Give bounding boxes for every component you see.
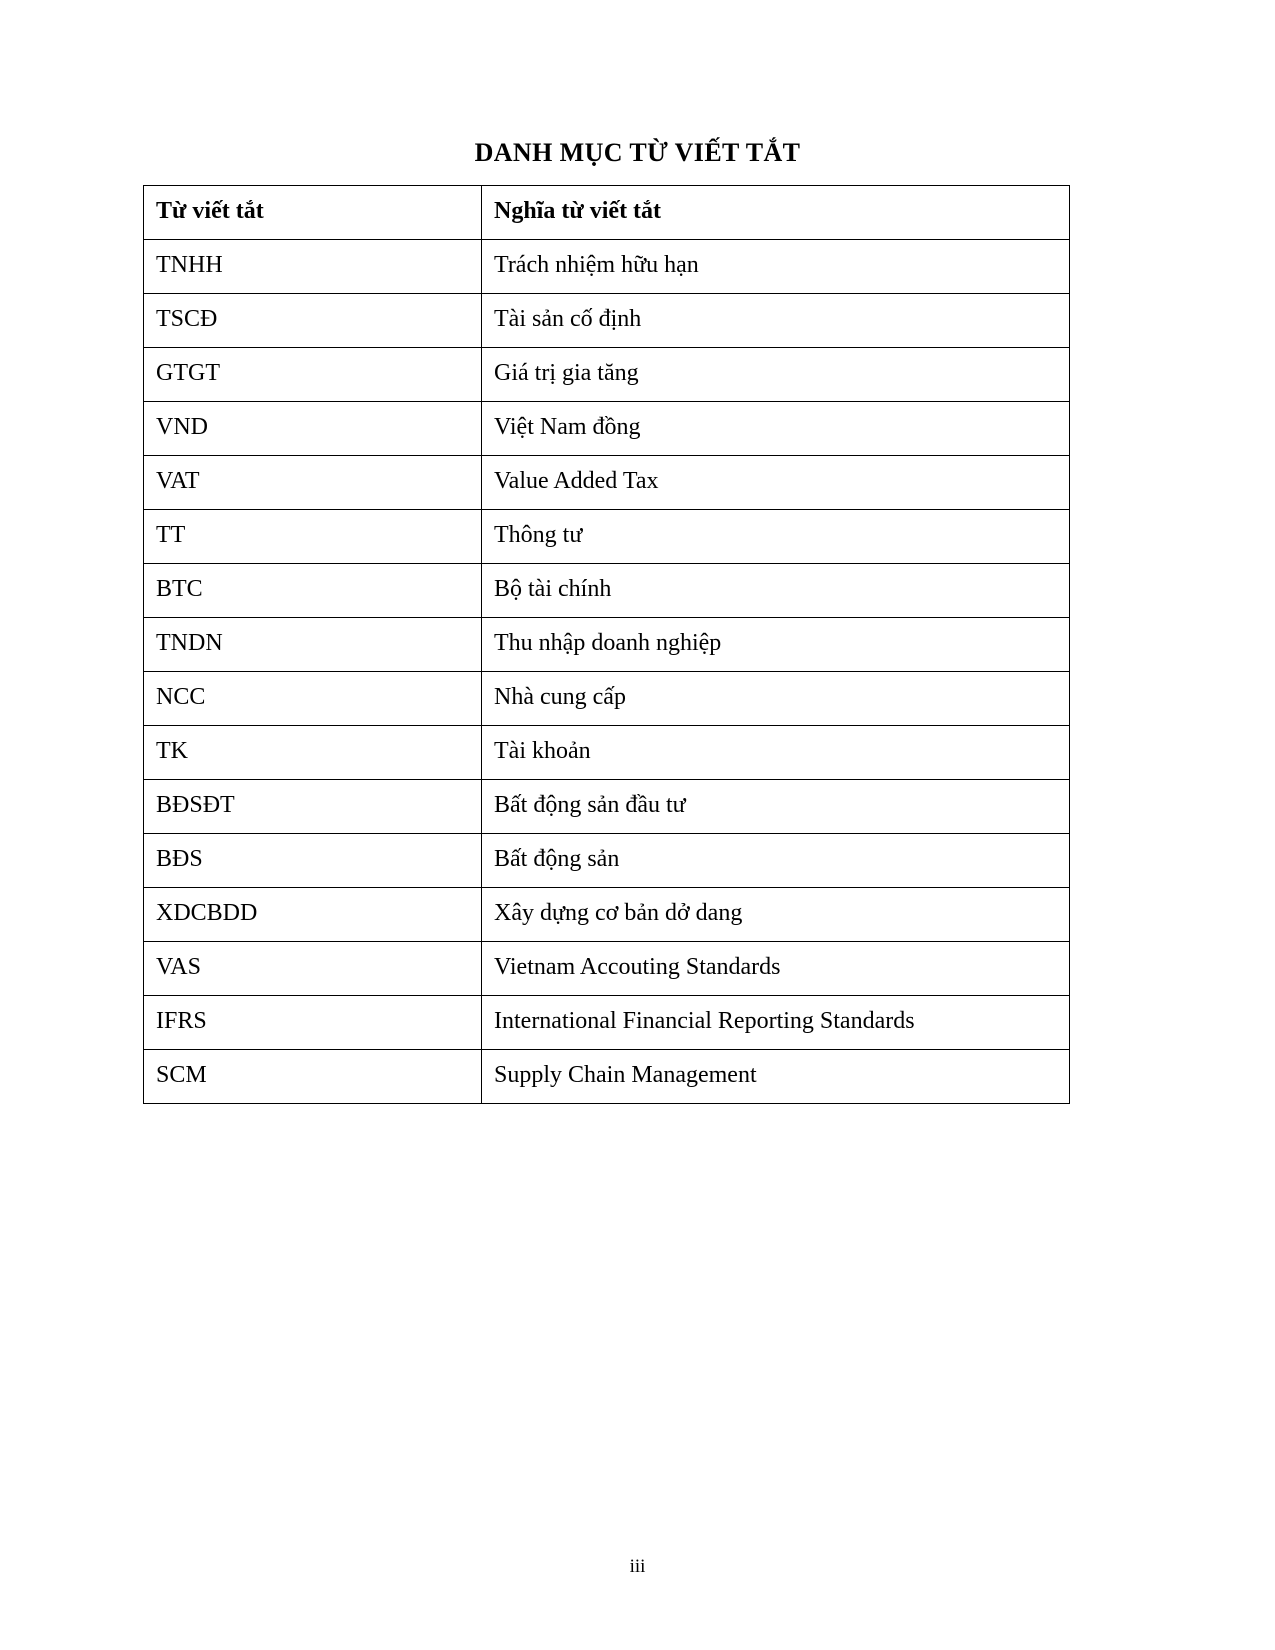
table-row (144, 618, 1070, 672)
table-row (144, 780, 1070, 834)
cell-abbreviation: XDCBDD (144, 888, 482, 942)
cell-meaning: Supply Chain Management (482, 1050, 1070, 1104)
cell-abbreviation: BĐS (144, 834, 482, 888)
table-row (144, 996, 1070, 1050)
abbreviations-table (143, 185, 1070, 1104)
page-number: iii (629, 1556, 646, 1577)
cell-abbreviation: BĐSĐT (144, 780, 482, 834)
table-row (144, 672, 1070, 726)
cell-meaning: Bộ tài chính (482, 564, 1070, 618)
cell-meaning: Tài sản cố định (482, 294, 1070, 348)
cell-abbreviation: TSCĐ (144, 294, 482, 348)
cell-meaning: Xây dựng cơ bản dở dang (482, 888, 1070, 942)
cell-meaning: Value Added Tax (482, 456, 1070, 510)
cell-abbreviation: TT (144, 510, 482, 564)
table-row (144, 510, 1070, 564)
cell-meaning: Trách nhiệm hữu hạn (482, 240, 1070, 294)
cell-abbreviation: VAS (144, 942, 482, 996)
cell-meaning: Tài khoản (482, 726, 1070, 780)
cell-meaning: Bất động sản đầu tư (482, 780, 1070, 834)
cell-meaning: International Financial Reporting Standards (482, 996, 1070, 1050)
table-row (144, 834, 1070, 888)
cell-abbreviation: VAT (144, 456, 482, 510)
table-row (144, 402, 1070, 456)
cell-abbreviation: VND (144, 402, 482, 456)
table-row (144, 564, 1070, 618)
table-row (144, 888, 1070, 942)
table-row (144, 1050, 1070, 1104)
cell-abbreviation: NCC (144, 672, 482, 726)
cell-meaning: Bất động sản (482, 834, 1070, 888)
cell-abbreviation: GTGT (144, 348, 482, 402)
table-row (144, 942, 1070, 996)
cell-meaning: Giá trị gia tăng (482, 348, 1070, 402)
cell-meaning: Nhà cung cấp (482, 672, 1070, 726)
table-header-row (144, 186, 1070, 240)
cell-abbreviation: BTC (144, 564, 482, 618)
cell-abbreviation: IFRS (144, 996, 482, 1050)
cell-meaning: Vietnam Accouting Standards (482, 942, 1070, 996)
cell-meaning: Thông tư (482, 510, 1070, 564)
table-row (144, 726, 1070, 780)
cell-meaning: Việt Nam đồng (482, 402, 1070, 456)
cell-abbreviation: TNHH (144, 240, 482, 294)
cell-abbreviation: TNDN (144, 618, 482, 672)
page-title: DANH MỤC TỪ VIẾT TẮT (474, 138, 801, 167)
table-row (144, 240, 1070, 294)
table-row (144, 456, 1070, 510)
table-row (144, 348, 1070, 402)
column-header-abbreviation: Từ viết tắt (144, 186, 482, 240)
cell-abbreviation: SCM (144, 1050, 482, 1104)
table-row (144, 294, 1070, 348)
column-header-meaning: Nghĩa từ viết tắt (482, 186, 1070, 240)
cell-meaning: Thu nhập doanh nghiệp (482, 618, 1070, 672)
table-body (144, 240, 1070, 1104)
cell-abbreviation: TK (144, 726, 482, 780)
